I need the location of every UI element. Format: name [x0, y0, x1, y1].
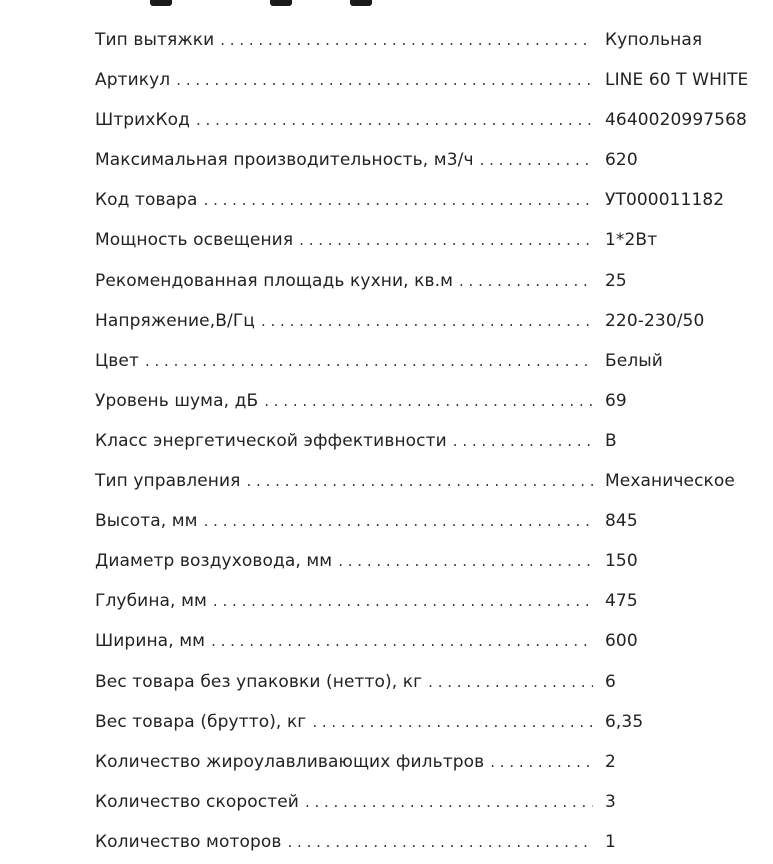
spec-value: 620 [605, 150, 638, 171]
spec-value: 6 [605, 671, 616, 692]
spec-row [95, 301, 773, 341]
spec-value: Механическое [605, 471, 735, 492]
dot-leader [145, 341, 593, 381]
spec-label: Цвет [95, 350, 139, 371]
spec-label: Артикул [95, 70, 171, 91]
spec-value: 220-230/50 [605, 310, 705, 331]
spec-row [95, 541, 773, 581]
dot-leader [213, 581, 593, 621]
dot-leader [453, 421, 593, 461]
spec-label: Уровень шума, дБ [95, 390, 259, 411]
spec-row [95, 20, 773, 60]
dot-leader [246, 461, 593, 501]
spec-value: LINE 60 T WHITE [605, 70, 749, 91]
spec-row [95, 180, 773, 220]
spec-value: 4640020997568 [605, 110, 747, 131]
spec-label: Вес товара без упаковки (нетто), кг [95, 671, 423, 692]
dot-leader [480, 140, 593, 180]
spec-label: Максимальная производительность, м3/ч [95, 150, 474, 171]
dot-leader [204, 501, 593, 541]
spec-label: Глубина, мм [95, 591, 207, 612]
spec-row [95, 662, 773, 702]
spec-row [95, 381, 773, 421]
spec-value: 3 [605, 791, 616, 812]
dot-leader [428, 662, 593, 702]
spec-row [95, 220, 773, 260]
spec-label: Высота, мм [95, 511, 198, 532]
spec-label: Мощность освещения [95, 230, 294, 251]
dot-leader [312, 702, 593, 742]
spec-value: B [605, 430, 617, 451]
spec-row [95, 822, 773, 862]
dot-leader [211, 621, 593, 661]
spec-label: Тип вытяжки [95, 30, 215, 50]
spec-row [95, 782, 773, 822]
spec-row [95, 702, 773, 742]
spec-row [95, 261, 773, 301]
spec-label: Тип управления [95, 471, 241, 492]
spec-value: 25 [605, 270, 627, 291]
spec-value: 69 [605, 390, 627, 411]
spec-label: Ширина, мм [95, 631, 206, 652]
dot-leader [261, 301, 593, 341]
spec-value: 6,35 [605, 711, 644, 732]
dot-leader [490, 742, 593, 782]
dot-leader [288, 822, 593, 862]
dot-leader [299, 220, 593, 260]
heading-glyph-fragment [350, 0, 372, 6]
spec-value: 1 [605, 831, 616, 852]
dot-leader [338, 541, 593, 581]
heading-glyph-fragment [150, 0, 172, 6]
spec-label: Количество жироулавливающих фильтров [95, 751, 485, 772]
spec-value: 1*2Вт [605, 230, 658, 251]
dot-leader [204, 180, 593, 220]
spec-label: ШтрихКод [95, 110, 191, 131]
spec-row [95, 742, 773, 782]
dot-leader [264, 381, 593, 421]
spec-label: Количество моторов [95, 831, 282, 852]
spec-label: Количество скоростей [95, 791, 299, 812]
dot-leader [305, 782, 593, 822]
spec-row [95, 581, 773, 621]
spec-label: Диаметр воздуховода, мм [95, 551, 333, 572]
dot-leader [196, 100, 593, 140]
spec-row [95, 60, 773, 100]
spec-row [95, 140, 773, 180]
spec-row [95, 621, 773, 661]
spec-label: Рекомендованная площадь кухни, кв.м [95, 270, 454, 291]
spec-value: Белый [605, 350, 663, 371]
spec-row [95, 461, 773, 501]
spec-list [95, 20, 773, 862]
spec-value: Купольная [605, 30, 703, 50]
spec-value: 2 [605, 751, 616, 772]
spec-label: Вес товара (брутто), кг [95, 711, 307, 732]
spec-row [95, 421, 773, 461]
spec-value: 150 [605, 551, 638, 572]
heading-glyph-fragment [270, 0, 292, 6]
spec-value: 845 [605, 511, 638, 532]
spec-label: Код товара [95, 190, 198, 211]
spec-row [95, 341, 773, 381]
spec-label: Напряжение,В/Гц [95, 310, 255, 331]
dot-leader [176, 60, 593, 100]
spec-label: Класс энергетической эффективности [95, 430, 447, 451]
clipped-heading-fragment [150, 0, 470, 6]
dot-leader [459, 261, 593, 301]
spec-value: 475 [605, 591, 638, 612]
spec-value: УТ000011182 [605, 190, 725, 211]
spec-row [95, 501, 773, 541]
spec-row [95, 100, 773, 140]
dot-leader [220, 20, 593, 60]
spec-value: 600 [605, 631, 638, 652]
